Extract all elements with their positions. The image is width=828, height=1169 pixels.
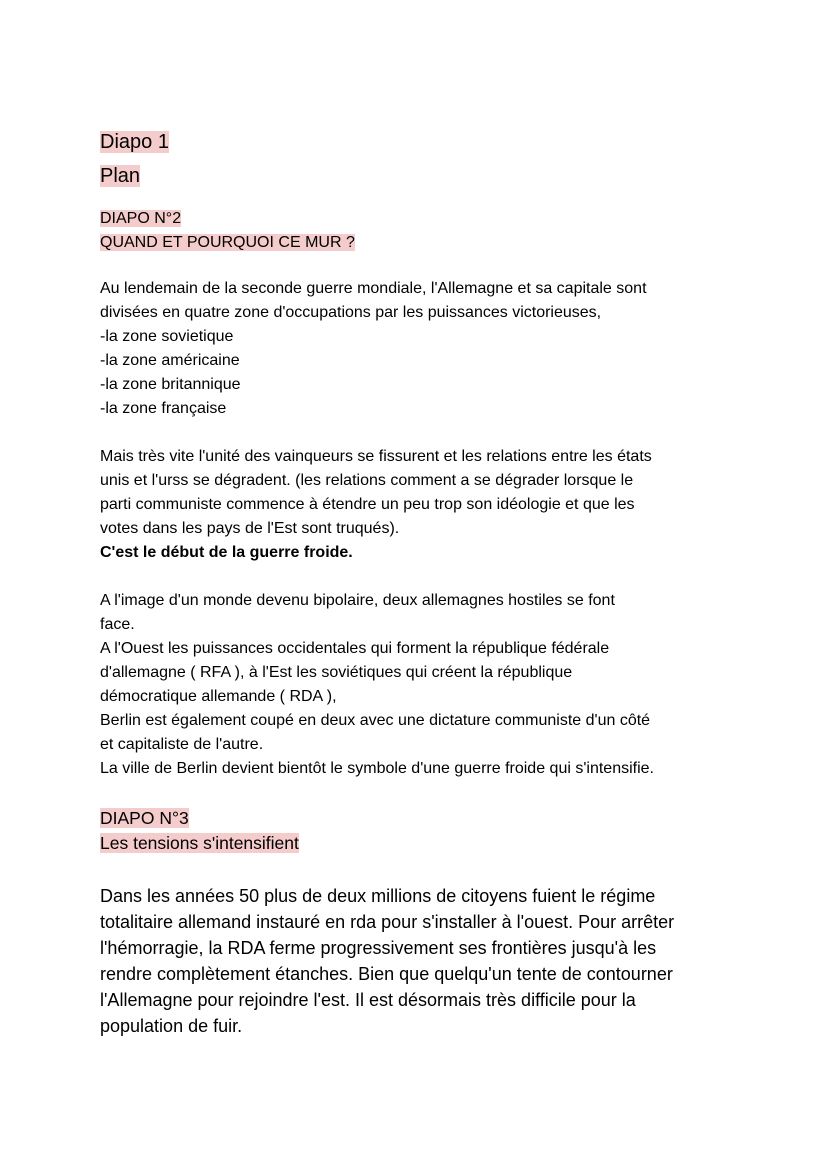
list-item: -la zone sovietique	[100, 328, 234, 345]
paragraph-line: parti communiste commence à étendre un peu trop son idéologie et que les	[100, 496, 635, 513]
paragraph-line: Dans les années 50 plus de deux millions de citoyens fuient le régime	[100, 886, 656, 906]
slide2-title: QUAND ET POURQUOI CE MUR ?	[100, 234, 355, 251]
list-item: -la zone britannique	[100, 376, 241, 393]
paragraph-line: démocratique allemande ( RDA ),	[100, 688, 337, 705]
slide3-label: DIAPO N°3	[100, 808, 189, 828]
slide2-title-line	[100, 231, 355, 255]
paragraph-line: rendre complètement étanches. Bien que quelqu'un tente de contourner	[100, 964, 673, 984]
paragraph-line: population de fuir.	[100, 1016, 243, 1036]
list-item: -la zone américaine	[100, 352, 240, 369]
paragraph-line: totalitaire allemand instauré en rda pour s'installer à l'ouest. Pour arrêter	[100, 912, 675, 932]
paragraph-line: et capitaliste de l'autre.	[100, 736, 264, 753]
slide2-paragraph-1	[100, 277, 740, 421]
slide2-paragraph-3	[100, 589, 740, 781]
slide2-paragraph-2	[100, 445, 740, 565]
slide3-title-line	[100, 831, 299, 856]
paragraph-line: divisées en quatre zone d'occupations par les puissances victorieuses,	[100, 304, 602, 321]
paragraph-line: unis et l'urss se dégradent. (les relations comment a se dégrader lorsque le	[100, 472, 634, 489]
paragraph-line: votes dans les pays de l'Est sont truqués).	[100, 520, 400, 537]
emphasis-line: C'est le début de la guerre froide.	[100, 544, 353, 561]
paragraph-line: A l'image d'un monde devenu bipolaire, deux allemagnes hostiles se font	[100, 592, 615, 609]
slide2-label: DIAPO N°2	[100, 210, 182, 227]
slide1-heading	[100, 128, 169, 156]
plan-heading	[100, 162, 140, 190]
list-item: -la zone française	[100, 400, 227, 417]
paragraph-line: l'hémorragie, la RDA ferme progressivement ses frontières jusqu'à les	[100, 938, 657, 958]
slide3-heading	[100, 806, 189, 831]
paragraph-line: face.	[100, 616, 135, 633]
plan-label: Plan	[100, 165, 141, 187]
slide3-title: Les tensions s'intensifient	[100, 833, 299, 853]
paragraph-line: Mais très vite l'unité des vainqueurs se fissurent et les relations entre les états	[100, 448, 652, 465]
slide3-paragraph-1	[100, 883, 740, 1039]
paragraph-line: A l'Ouest les puissances occidentales qui forment la république fédérale	[100, 640, 610, 657]
paragraph-line: l'Allemagne pour rejoindre l'est. Il est désormais très difficile pour la	[100, 990, 636, 1010]
slide1-label: Diapo 1	[100, 131, 169, 153]
paragraph-line: Au lendemain de la seconde guerre mondiale, l'Allemagne et sa capitale sont	[100, 280, 647, 297]
paragraph-line: Berlin est également coupé en deux avec une dictature communiste d'un côté	[100, 712, 651, 729]
paragraph-line: d'allemagne ( RFA ), à l'Est les soviétiques qui créent la république	[100, 664, 573, 681]
paragraph-line: La ville de Berlin devient bientôt le symbole d'une guerre froide qui s'intensifie.	[100, 760, 654, 777]
slide2-heading	[100, 207, 181, 231]
